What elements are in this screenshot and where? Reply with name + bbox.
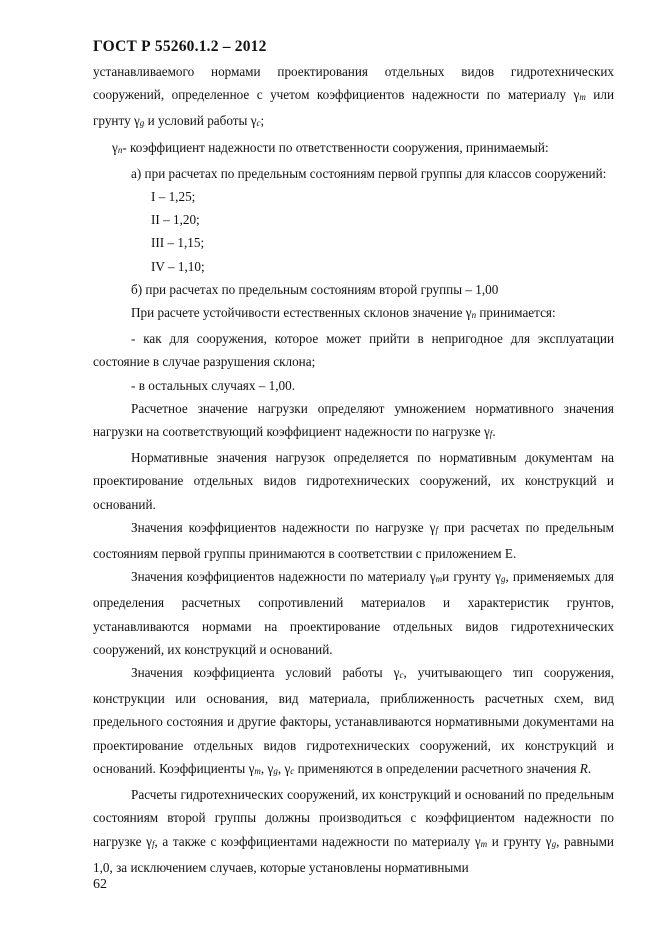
subscript: c	[290, 765, 295, 776]
class-value-3: III – 1,15;	[151, 235, 205, 251]
class-value-2: II – 1,20;	[151, 212, 200, 228]
dash-item-2: - в остальных случаях – 1,00.	[131, 377, 296, 393]
paragraph-load-factors	[93, 516, 614, 565]
text-run: Расчетное значение нагрузки определяют умножением нормативного значения нагрузки на соответствующий коэффициент надежности по нагрузке γ	[93, 400, 614, 440]
symbol-r: R	[579, 760, 588, 776]
text-run: и условий работы γ	[144, 113, 257, 129]
text-run: При расчете устойчивости естественных склонов значение γ	[131, 305, 472, 321]
subscript: g	[139, 118, 145, 129]
paragraph-work-conditions	[93, 661, 614, 783]
text-run: Расчеты гидротехнических сооружений, их конструкций и оснований по предельным состояниям второй группы должны производиться с коэффициентом надежности по нагрузке γ	[93, 787, 614, 849]
text-run: γ	[112, 139, 118, 155]
subscript: m	[579, 92, 586, 103]
text-run: и грунту γ	[442, 569, 501, 585]
text-run: - коэффициент надежности по ответственности сооружения, принимаемый:	[122, 139, 549, 155]
text-run: , равными 1,0, за исключением случаев, которые установлены нормативными	[93, 833, 614, 875]
subscript: g	[273, 765, 278, 776]
document-header: ГОСТ Р 55260.1.2 – 2012	[93, 38, 267, 55]
paragraph-slopes	[93, 301, 614, 327]
dash-item-1: - как для сооружения, которое может прийти в непригодное для эксплуатации состояние в случае разрушения склона;	[93, 331, 614, 370]
paragraph-material-factors	[93, 565, 614, 661]
paragraph-normative-loads: Нормативные значения нагрузок определяется по нормативным документам на проектирование отдельных видов гидротехнических сооружений, их конструкций и оснований.	[93, 450, 614, 512]
subscript: n	[471, 310, 477, 321]
list-item-b: б) при расчетах по предельным состояниям второй группы – 1,00	[131, 281, 499, 297]
subscript: m	[435, 574, 443, 585]
subscript: f	[489, 429, 493, 440]
list-item-a: а) при расчетах по предельным состояниям первой группы для классов сооружений:	[131, 165, 607, 181]
text-run: , γ	[260, 760, 274, 776]
text-run: устанавливаемого нормами проектирования отдельных видов гидротехнических сооружений, определенное с учетом коэффициентов надежности по материалу γ	[93, 64, 614, 103]
text-run: Значения коэффициентов надежности по материалу γ	[131, 569, 436, 585]
subscript: g	[500, 574, 506, 585]
text-run: .	[492, 424, 496, 440]
text-run: Значения коэффициентов надежности по нагрузке γ	[131, 519, 436, 535]
paragraph-second-group	[93, 783, 614, 879]
subscript: n	[117, 144, 123, 155]
paragraph-continuation	[93, 60, 614, 136]
text-run: , учитывающего тип сооружения, конструкции или основания, вид материала, приближенность расчетных схем, вид предельного состояния и другие факторы, устанавливаются нормативными документами на проектирование отдельных видов гидротехнических сооружений, их конструкций и оснований. Коэффициенты γ	[93, 665, 615, 776]
text-run: или грунту γ	[93, 87, 615, 129]
text-run: , применяемых для определения расчетных сопротивлений материалов и характеристик грунтов, устанавливаются нормами на проектирование отдельных видов гидротехнических сооружений, их конструкций и оснований.	[93, 569, 614, 657]
text-run: , γ	[277, 760, 291, 776]
text-run: , а также с коэффициентами надежности по материалу γ	[154, 833, 481, 849]
text-run: Значения коэффициента условий работы γ	[131, 665, 400, 681]
subscript: c	[399, 670, 404, 681]
subscript: m	[254, 765, 261, 776]
text-run: .	[587, 760, 592, 776]
subscript: f	[435, 524, 438, 535]
text-run: при расчетах по предельным состояниям первой группы принимаются в соответствии с приложением Е.	[93, 519, 614, 562]
paragraph-gamma-n	[93, 136, 614, 162]
subscript: g	[551, 838, 557, 849]
page-number: 62	[93, 877, 107, 892]
document-body	[93, 60, 614, 879]
subscript: m	[480, 838, 488, 849]
class-value-4: IV – 1,10;	[151, 258, 205, 274]
class-value-1: I – 1,25;	[151, 189, 196, 205]
subscript: c	[256, 118, 261, 129]
text-run: принимается:	[476, 305, 556, 321]
paragraph-design-load	[93, 397, 614, 446]
subscript: f	[151, 838, 155, 849]
text-run: и грунту γ	[487, 833, 552, 849]
text-run: ;	[260, 113, 265, 129]
text-run: применяются в определении расчетного значения	[294, 760, 580, 776]
